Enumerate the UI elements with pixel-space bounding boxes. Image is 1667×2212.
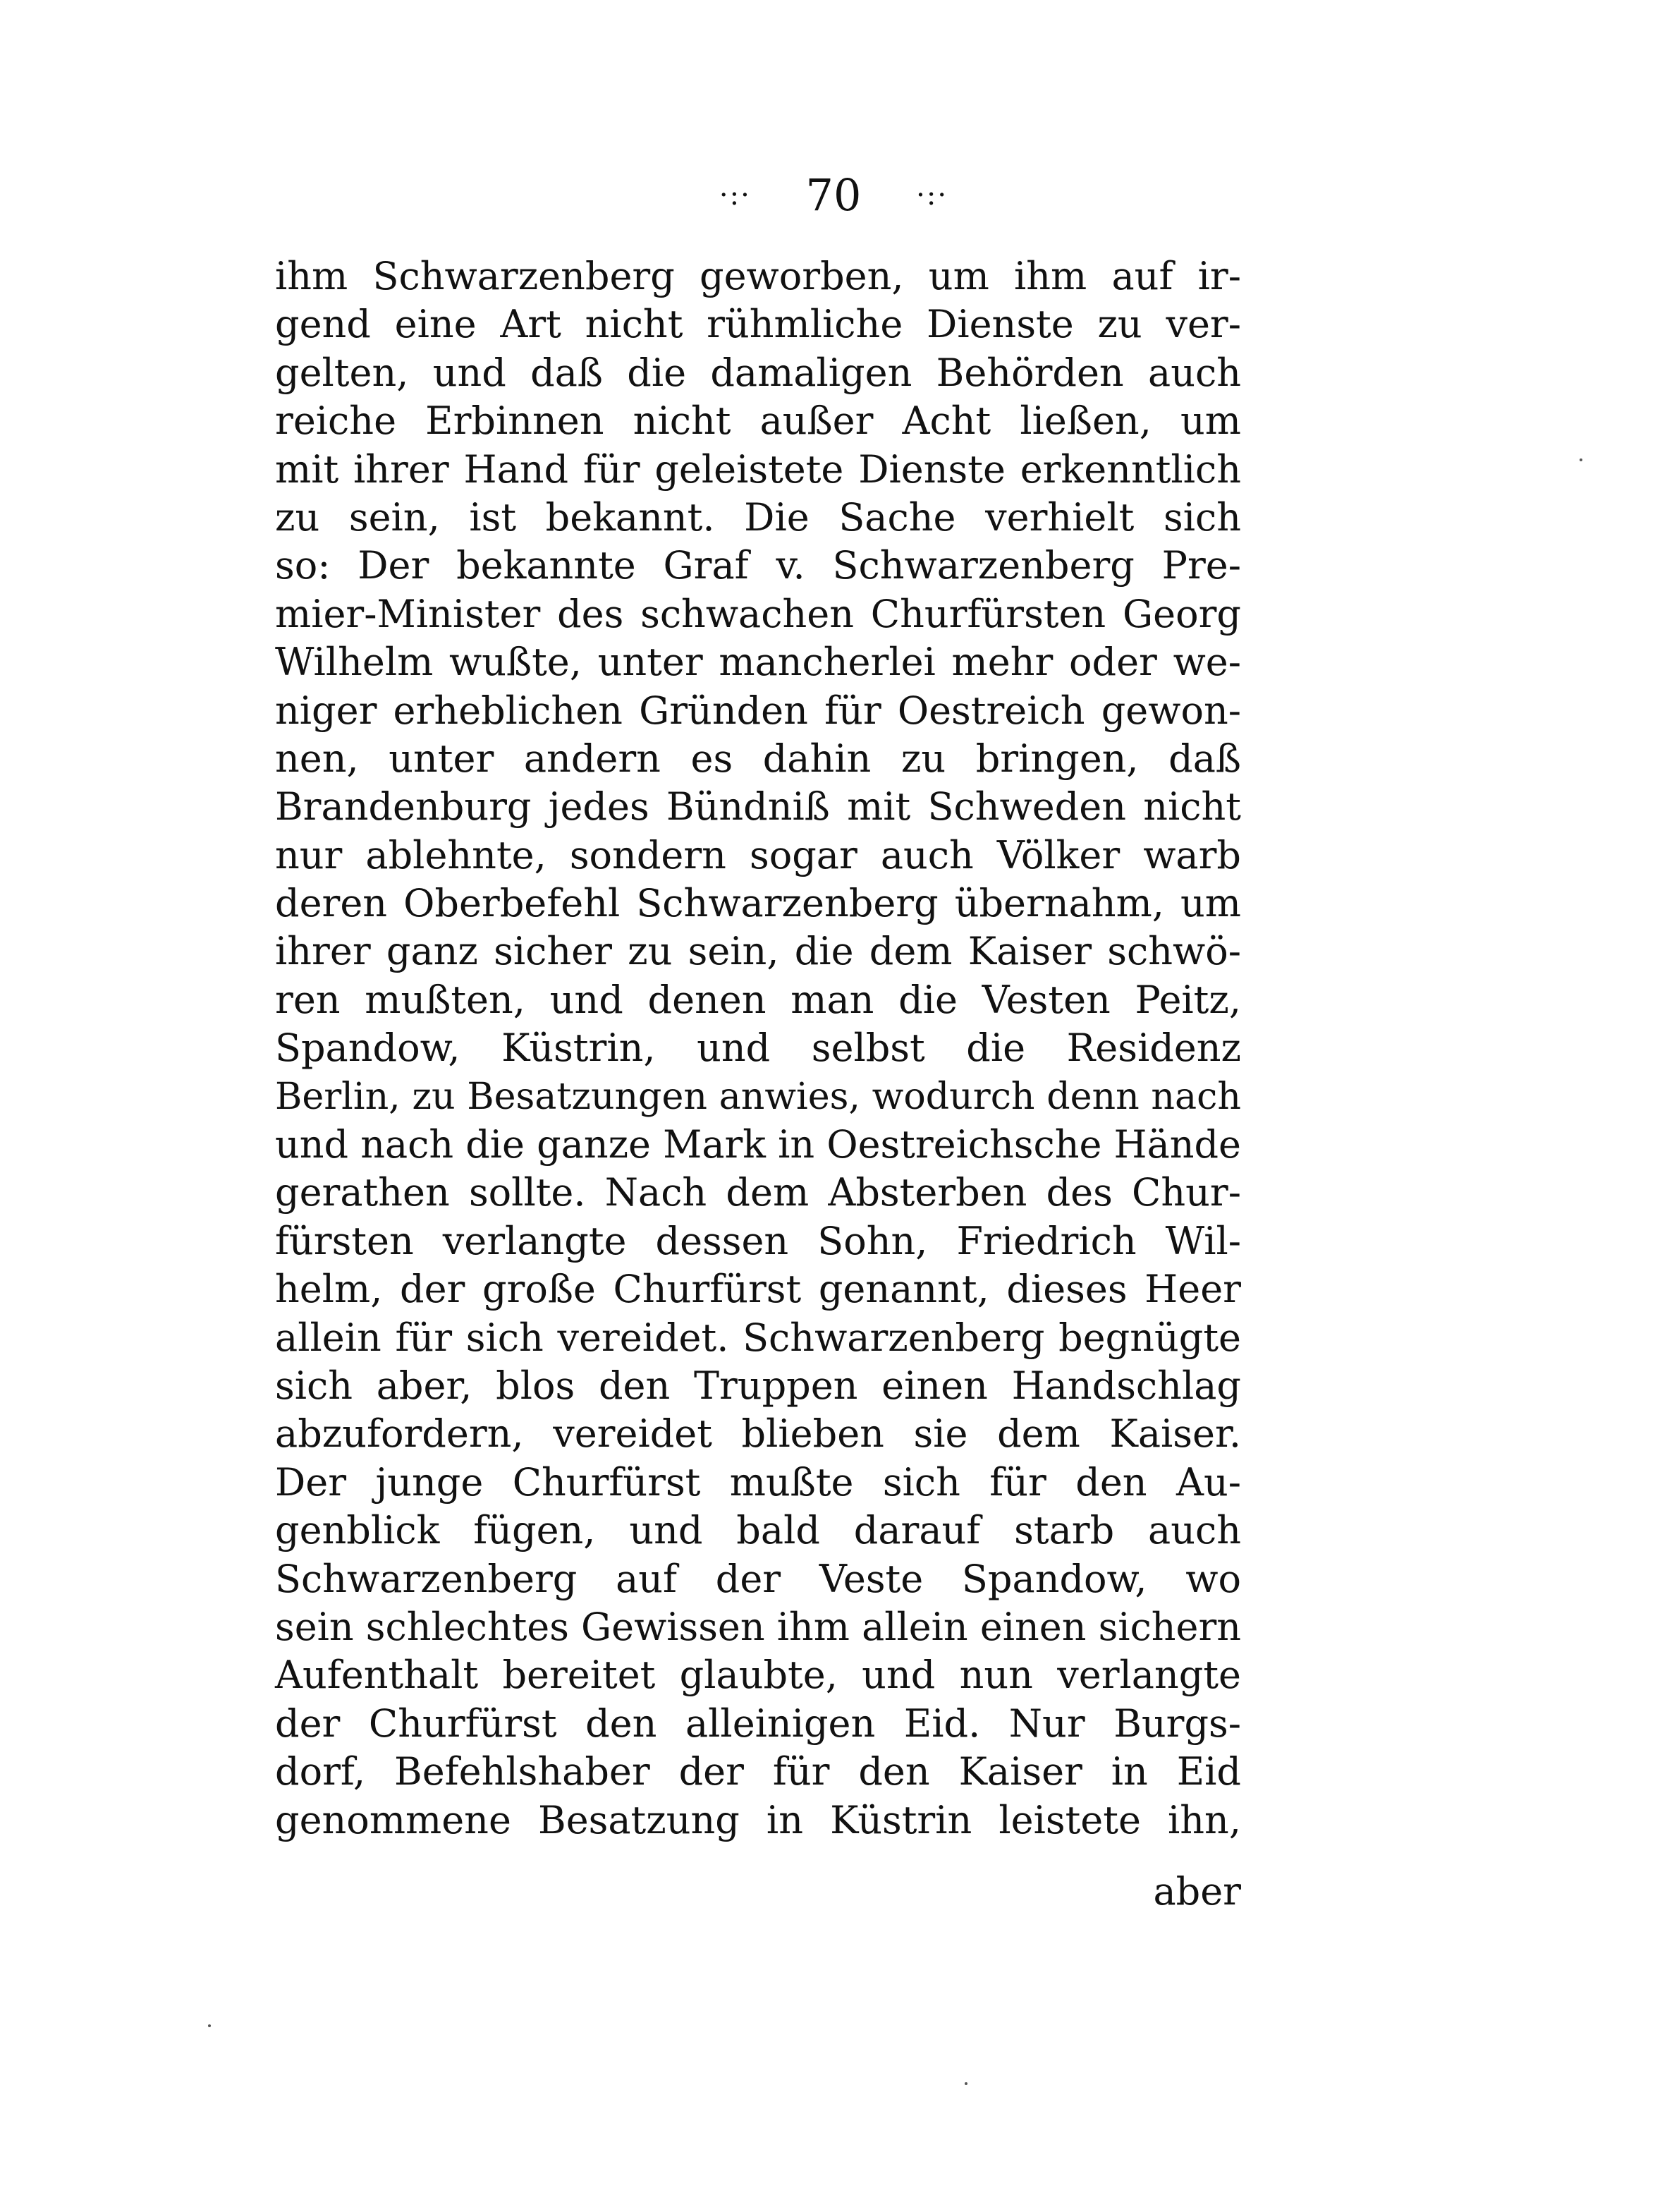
text-line: mier-Minister des schwachen Churfürsten Georg [275, 591, 1241, 636]
text-line: helm, der große Churfürst genannt, dieses Heer [275, 1267, 1241, 1312]
scan-speck [965, 2082, 967, 2085]
text-line: Brandenburg jedes Bündniß mit Schweden nicht [275, 784, 1241, 830]
text-line: dorf, Befehlshaber der für den Kaiser in Eid [275, 1749, 1241, 1794]
scan-speck [1580, 458, 1582, 461]
body-text [275, 253, 1241, 1845]
text-line: abzufordern, vereidet blieben sie dem Kaiser. [275, 1411, 1241, 1457]
text-line: Wilhelm wußte, unter mancherlei mehr oder we- [275, 640, 1241, 685]
text-line: nen, unter andern es dahin zu bringen, daß [275, 736, 1241, 781]
text-line: Schwarzenberg auf der Veste Spandow, wo [275, 1556, 1241, 1601]
text-line: gelten, und daß die damaligen Behörden auch [275, 350, 1241, 395]
text-line: zu sein, ist bekannt. Die Sache verhielt sich [275, 494, 1241, 540]
text-line: so: Der bekannte Graf v. Schwarzenberg Pre- [275, 543, 1241, 588]
text-line: allein für sich vereidet. Schwarzenberg begnügte [275, 1315, 1241, 1360]
text-line: gend eine Art nicht rühmliche Dienste zu ver- [275, 302, 1241, 347]
text-line: genommene Besatzung in Küstrin leistete ihn, [275, 1797, 1241, 1842]
ornament-left-icon: ·:· [719, 178, 751, 212]
text-line: Der junge Churfürst mußte sich für den Au- [275, 1459, 1241, 1505]
ornament-right-icon: ·:· [916, 178, 948, 212]
page-number: 70 [805, 169, 862, 221]
text-line: sein schlechtes Gewissen ihm allein einen sichern [275, 1604, 1241, 1649]
text-line: ihrer ganz sicher zu sein, die dem Kaiser schwö- [275, 929, 1241, 974]
text-line: genblick fügen, und bald darauf starb auch [275, 1508, 1241, 1553]
page-header [0, 164, 1667, 224]
text-line: deren Oberbefehl Schwarzenberg übernahm, um [275, 881, 1241, 926]
text-line: niger erheblichen Gründen für Oestreich gewon- [275, 688, 1241, 733]
text-line: sich aber, blos den Truppen einen Handschlag [275, 1363, 1241, 1408]
text-line: Berlin, zu Besatzungen anwies, wodurch denn nach [275, 1075, 1241, 1118]
text-line: Spandow, Küstrin, und selbst die Residenz [275, 1026, 1241, 1071]
text-line: ren mußten, und denen man die Vesten Peitz, [275, 977, 1241, 1022]
text-line: nur ablehnte, sondern sogar auch Völker warb [275, 832, 1241, 877]
text-line: Aufenthalt bereitet glaubte, und nun verlangte [275, 1653, 1241, 1698]
catchword: aber [1153, 1869, 1241, 1914]
text-line: der Churfürst den alleinigen Eid. Nur Burgs- [275, 1701, 1241, 1746]
text-line: fürsten verlangte dessen Sohn, Friedrich Wil- [275, 1218, 1241, 1263]
scan-speck [208, 2024, 211, 2027]
text-line: ihm Schwarzenberg geworben, um ihm auf ir- [275, 254, 1241, 298]
text-line: gerathen sollte. Nach dem Absterben des Chur- [275, 1170, 1241, 1215]
text-line: reiche Erbinnen nicht außer Acht ließen, um [275, 399, 1241, 444]
text-line: mit ihrer Hand für geleistete Dienste erkenntlich [275, 446, 1241, 492]
text-line: und nach die ganze Mark in Oestreichsche Hände [275, 1122, 1241, 1167]
